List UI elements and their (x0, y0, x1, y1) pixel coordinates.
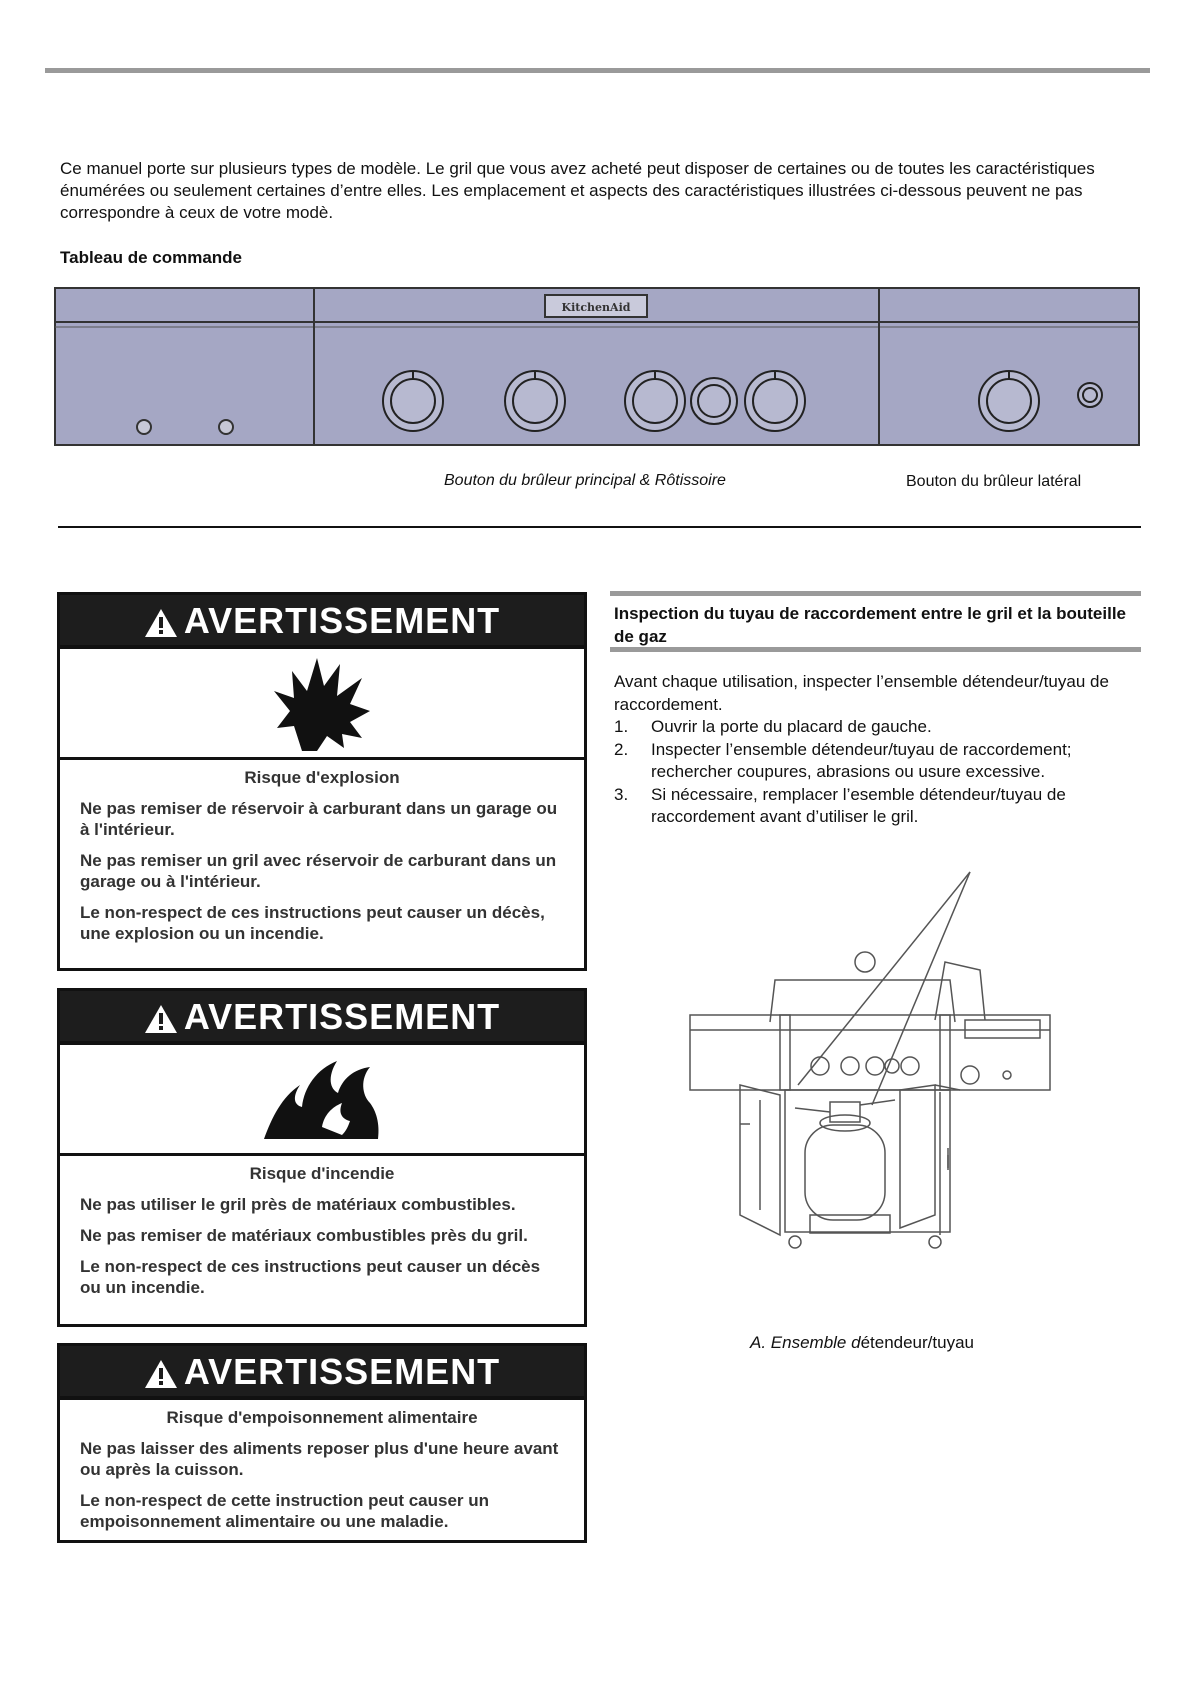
inspection-steps (614, 716, 1144, 829)
control-panel-illustration (54, 287, 1140, 446)
main-burner-caption: Bouton du brûleur principal & Rôtissoire (444, 472, 726, 489)
step-item: 3. Si nécessaire, remplacer l’esemble détendeur/tuyau de raccordement avant d’utiliser le gril. (614, 784, 1066, 826)
warning-triangle-icon (144, 1359, 178, 1389)
regulator-caption: A. Ensemble détendeur/tuyau (750, 1333, 974, 1352)
grill-regulator-illustration (680, 870, 1080, 1270)
inspection-bottom-rule (610, 647, 1141, 652)
step-item: 1. Ouvrir la porte du placard de gauche. (614, 717, 932, 736)
warning-triangle-icon (144, 608, 178, 638)
warning-header (60, 1346, 584, 1396)
risk-title: Risque d'explosion (244, 768, 400, 787)
warning-line: Le non-respect de ces instructions peut causer un décès, une explosion ou un incendie. (80, 903, 545, 943)
inspection-top-rule (610, 591, 1141, 596)
warning-line: Ne pas remiser un gril avec réservoir de carburant dans un garage ou à l'intérieur. (80, 851, 557, 891)
risk-title: Risque d'incendie (249, 1164, 395, 1183)
risk-title: Risque d'empoisonnement alimentaire (166, 1408, 478, 1427)
intro-paragraph (60, 158, 1120, 224)
warning-title: AVERTISSEMENT (183, 1351, 501, 1392)
step-item: 2. Inspecter l’ensemble détendeur/tuyau de raccordement; rechercher coupures, abrasions ou usure excessive. (614, 739, 1072, 781)
warning-title: AVERTISSEMENT (183, 996, 501, 1037)
warning-line: Ne pas remiser de réservoir à carburant dans un garage ou à l'intérieur. (80, 799, 558, 839)
side-burner-caption: Bouton du brûleur latéral (906, 473, 1082, 490)
warning-line: Le non-respect de cette instruction peut causer un empoisonnement alimentaire ou une maladie. (80, 1491, 490, 1531)
warning-box-food-poisoning (57, 1343, 587, 1543)
control-panel-heading: Tableau de commande (60, 248, 243, 267)
inspection-body (614, 671, 1144, 829)
top-rule (45, 68, 1150, 73)
warning-box-explosion (57, 592, 587, 971)
inspection-intro: Avant chaque utilisation, inspecter l’ensemble détendeur/tuyau de raccordement. (614, 672, 1109, 714)
warning-line: Ne pas utiliser le gril près de matériaux combustibles. (80, 1195, 516, 1214)
fire-icon (60, 1041, 584, 1156)
explosion-icon (60, 645, 584, 760)
inspection-heading: Inspection du tuyau de raccordement entre le gril et la bouteille de gaz (614, 604, 1127, 646)
warning-title: AVERTISSEMENT (183, 600, 501, 641)
warning-box-fire (57, 988, 587, 1327)
section-divider (58, 526, 1141, 528)
brand-logo: KitchenAid (561, 301, 631, 314)
warning-line: Ne pas laisser des aliments reposer plus d'une heure avant ou après la cuisson. (80, 1439, 559, 1479)
intro-text: Ce manuel porte sur plusieurs types de modèle. Le gril que vous avez acheté peut disposer de certaines ou de toutes les caractéristiques énumérées ou seulement certaines d’entre elles. Les emplacement et aspects des caractéristiques illustrées ci-dessous peuvent ne pas correspondre à ceux de votre modè. (60, 159, 1095, 222)
warning-header (60, 595, 584, 645)
warning-header (60, 991, 584, 1041)
warning-line: Ne pas remiser de matériaux combustibles près du gril. (80, 1226, 528, 1245)
warning-line: Le non-respect de ces instructions peut causer un décès ou un incendie. (80, 1257, 541, 1297)
warning-triangle-icon (144, 1004, 178, 1034)
